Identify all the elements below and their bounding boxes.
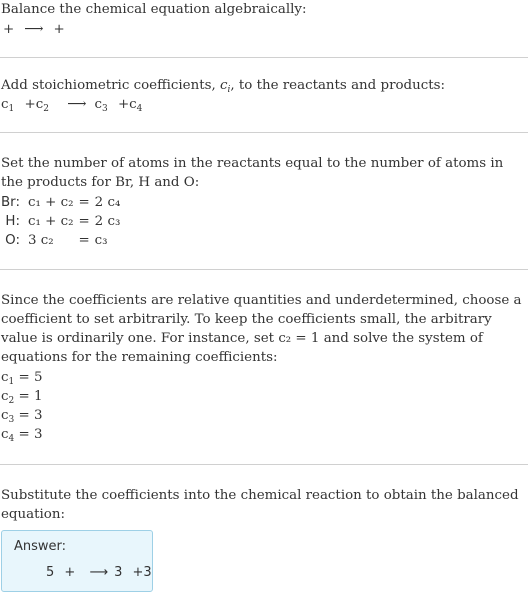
step2-equation [1,95,529,132]
solution-c3 [1,406,529,425]
term-sub: 2 [43,104,49,114]
plus-sign: + [3,22,15,37]
solution-c1 [1,368,529,387]
term-var: c [1,97,9,112]
plus-sign: + [24,97,36,112]
step-atom-balance [0,133,529,250]
term-var: c [94,97,102,112]
coefficient: 5 [46,565,55,580]
plus-coefficient: +3 [132,565,152,580]
element-label: Br: [1,195,20,210]
step4-set-var: c₂ = 1 [278,331,320,346]
sol-var: c [1,389,9,404]
plus-sign: + [117,97,130,112]
term-var: c [129,97,137,112]
step4-text-pre: Since the coefficients are relative quantities and underdetermined, choose a coefficient to set arbitrarily. To keep the coefficients small, the arbitrary value is ordinarily one. For instance, set [1,293,522,346]
answer-label: Answer: [14,539,67,554]
element-label: O: [5,233,20,248]
plus-sign: + [53,22,65,37]
step1-equation [1,19,529,57]
sol-var: c [1,370,9,385]
sol-value: 3 [34,427,43,442]
coef-var [220,78,230,93]
equals-sign: = [78,195,90,210]
step-substitute [0,465,529,592]
atom-row-h [1,212,120,231]
atom-row-o [1,231,120,250]
atom-equations [1,193,120,250]
equation-lhs: 3 c₂ [27,233,54,248]
term-c1 [1,97,14,112]
equation-rhs: 2 c₃ [94,214,121,229]
equals-sign: = [18,408,30,423]
equals-sign: = [78,233,90,248]
term-c3 [94,97,107,112]
sol-var: c [1,427,9,442]
balanced-equation [46,565,152,580]
equals-sign: = [18,427,30,442]
term-var: c [35,97,44,112]
term-sub: 4 [136,104,143,114]
step5-heading: Substitute the coefficients into the chemical reaction to obtain the balanced equation: [1,488,519,522]
coef-var-c: c [219,78,228,93]
plus-sign: + [64,565,76,580]
equals-sign: = [18,389,30,404]
step-solve [0,270,529,464]
step4-text [1,270,525,367]
sol-sub: 3 [8,415,15,425]
term-c4 [129,97,142,112]
equation-rhs: c₃ [94,233,108,248]
sol-sub: 4 [8,434,15,444]
term-sub: 1 [8,104,15,114]
step2-heading [1,58,529,95]
solution-c4 [1,425,529,444]
term-sub: 3 [101,104,108,114]
equation-lhs: c₁ + c₂ [27,195,74,210]
equals-sign: = [18,370,30,385]
step-add-coefficients [0,58,529,132]
reaction-arrow: ⟶ [89,565,109,580]
coef-var-sub: i [227,85,231,95]
sol-var: c [1,408,9,423]
element-label: H: [5,214,20,229]
equals-sign: = [78,214,90,229]
term-c2 [36,97,49,112]
solution-list [1,368,529,464]
step3-heading: Set the number of atoms in the reactants equal to the number of atoms in the products for Br, H and O: [1,156,504,190]
reaction-arrow: ⟶ [67,97,87,112]
step2-heading-post: , to the reactants and products: [230,78,445,93]
answer-box [1,530,153,592]
solution-c2 [1,387,529,406]
reaction-arrow: ⟶ [24,22,44,37]
atom-row-br [1,193,120,212]
equation-lhs: c₁ + c₂ [27,214,74,229]
step-balance [0,0,529,57]
step2-heading-pre: Add stoichiometric coefficients, [1,78,220,93]
sol-value: 1 [34,389,43,404]
step4-text-post: and solve the system of equations for the remaining coefficients: [1,331,483,365]
sol-value: 3 [34,408,43,423]
sol-sub: 2 [8,396,15,406]
step1-heading: Balance the chemical equation algebraically: [1,2,307,17]
sol-value: 5 [34,370,43,385]
coefficient: 3 [114,565,123,580]
sol-sub: 1 [8,377,15,387]
equation-rhs: 2 c₄ [94,195,121,210]
